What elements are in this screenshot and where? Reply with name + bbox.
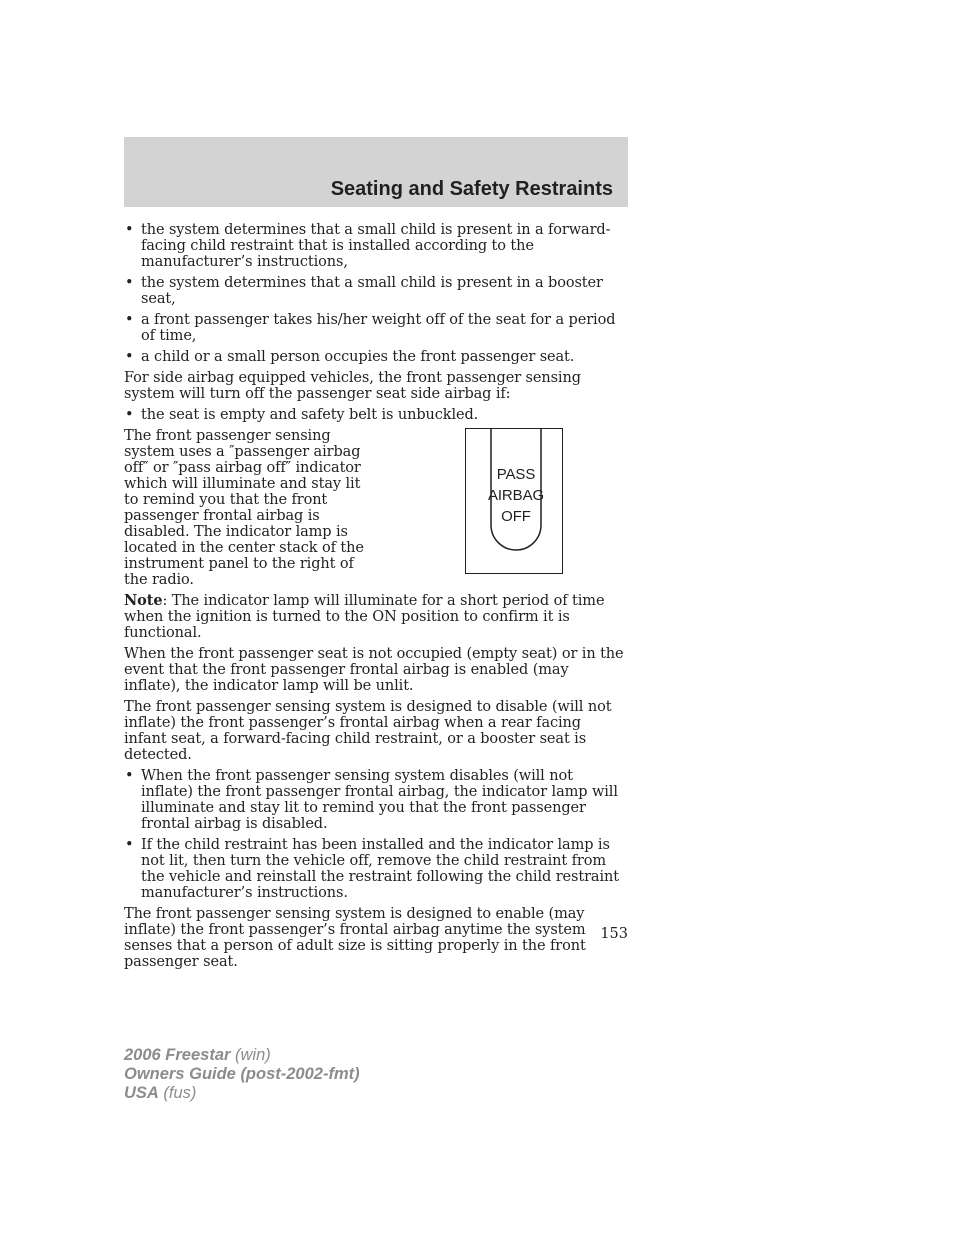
bullet-list-side-airbag [124,407,628,423]
footer-line-3 [124,1084,360,1103]
paragraph-unoccupied: When the front passenger seat is not occupied (empty seat) or in the event that the front passenger frontal airbag is enabled (may inflate), the indicator lamp will be unlit. [124,646,624,694]
footer-line-1 [124,1046,360,1065]
list-item: • the seat is empty and safety belt is unbuckled. [124,407,628,423]
list-item: • a front passenger takes his/her weight off of the seat for a period of time, [124,312,628,344]
list-item: • the system determines that a small child is present in a forward-facing child restraint that is installed according to the manufacturer’s instructions, [124,222,628,270]
list-item: • the system determines that a small child is present in a booster seat, [124,275,628,307]
page-body [124,222,628,975]
paragraph-indicator: The front passenger sensing system uses a ″passenger airbag off″ or ″pass airbag off″ indicator which will illuminate and stay lit to remind you that the front passenger frontal airbag is disabled. The indicator lamp is located in the center stack of the instrument panel to the right of the radio. [124,428,364,588]
indicator-lamp-icon [466,429,561,572]
indicator-text-line-2: AIRBAG [487,487,545,504]
note-text: : The indicator lamp will illuminate for a short period of time when the ignition is turned to the ON position to confirm it is functional. [124,593,605,641]
footer-line-2: Owners Guide (post-2002-fmt) [124,1065,360,1083]
pass-airbag-off-indicator-figure [465,428,563,574]
footer-model: 2006 Freestar [124,1046,231,1064]
footer-market-code: (fus) [158,1084,197,1102]
section-header-band [124,137,628,207]
paragraph-enable: The front passenger sensing system is designed to enable (may inflate) the front passenger’s frontal airbag anytime the system senses that a person of adult size is sitting properly in the front passenger seat. [124,906,586,970]
list-item: • a child or a small person occupies the front passenger seat. [124,349,628,365]
paragraph-side-airbag: For side airbag equipped vehicles, the front passenger sensing system will turn off the passenger seat side airbag if: [124,370,581,402]
bullet-list-deactivation-conditions [124,222,628,365]
list-item: • If the child restraint has been installed and the indicator lamp is not lit, then turn the vehicle off, remove the child restraint from the vehicle and reinstall the restraint following the child restraint manufacturer’s instructions. [124,837,628,901]
note-label: Note [124,592,163,609]
document-footer [124,1046,360,1103]
list-item: • When the front passenger sensing system disables (will not inflate) the front passenger frontal airbag, the indicator lamp will illuminate and stay lit to remind you that the front passenger frontal airbag is disabled. [124,768,628,832]
bullet-list-disable-behavior [124,768,628,901]
indicator-text-line-1: PASS [496,466,536,483]
section-title: Seating and Safety Restraints [330,178,613,200]
paragraph-disable: The front passenger sensing system is designed to disable (will not inflate) the front passenger’s frontal airbag when a rear facing infant seat, a forward-facing child restraint, or a booster seat is detected. [124,699,612,763]
footer-model-code: (win) [230,1046,271,1064]
note-paragraph [124,593,628,641]
footer-market: USA [124,1084,159,1102]
indicator-text-line-3: OFF [501,508,531,525]
page-number: 153 [600,926,628,942]
